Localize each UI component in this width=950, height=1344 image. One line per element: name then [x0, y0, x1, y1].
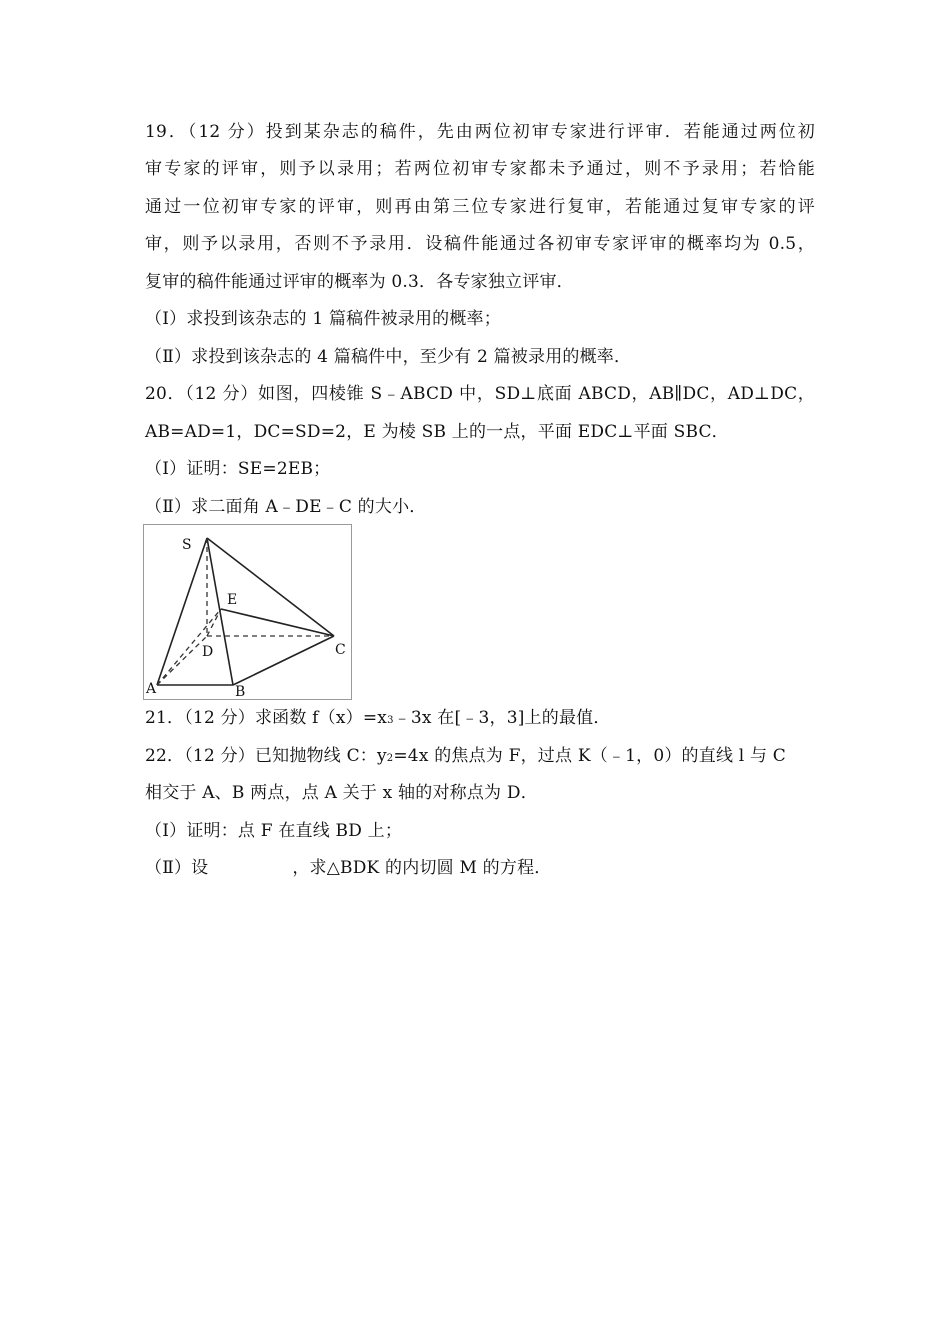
q19-part-1: （Ⅰ）求投到该杂志的 1 篇稿件被录用的概率；	[145, 309, 501, 329]
q22-part-2-suffix: ，求△BDK 的内切圆 M 的方程．	[292, 858, 552, 878]
pyramid-diagram	[144, 525, 351, 699]
edge-SA	[157, 538, 207, 685]
q20-part-2: （Ⅱ）求二面角 A﹣DE﹣C 的大小．	[145, 497, 427, 517]
pyramid-figure	[143, 524, 352, 700]
label-A: A	[146, 681, 157, 697]
q22-part-2-prefix: （Ⅱ）设	[145, 858, 209, 878]
q19-part-2: （Ⅱ）求投到该杂志的 4 篇稿件中，至少有 2 篇被录用的概率．	[145, 347, 632, 367]
q19-line-5: 复审的稿件能通过评审的概率为 0.3．各专家独立评审．	[145, 272, 574, 292]
q20-line-1: 20．（12 分）如图，四棱锥 S﹣ABCD 中，SD⊥底面 ABCD，AB∥DC，AD⊥DC，	[145, 384, 815, 404]
q21-exponent: 3	[387, 715, 394, 726]
q19-line-2: 审专家的评审，则予以录用；若两位初审专家都未予通过，则不予录用；若恰能	[145, 159, 815, 179]
q19-line-3: 通过一位初审专家的评审，则再由第三位专家进行复审，若能通过复审专家的评	[145, 197, 815, 217]
q22-part-1: （Ⅰ）证明：点 F 在直线 BD 上；	[145, 821, 403, 841]
q22-line-2: 相交于 A、B 两点，点 A 关于 x 轴的对称点为 D．	[145, 783, 538, 803]
edge-BC	[233, 636, 334, 685]
q22-line-1-prefix: 22．（12 分）已知抛物线 C：y	[145, 746, 387, 766]
q19-line-1: 19．（12 分）投到某杂志的稿件，先由两位初审专家进行评审．若能通过两位初	[145, 122, 815, 142]
q21-prefix: 21．（12 分）求函数 f（x）=x	[145, 708, 388, 728]
q22-line-1-suffix: =4x 的焦点为 F，过点 K（﹣1，0）的直线 l 与 C	[393, 746, 787, 766]
label-E: E	[227, 592, 238, 608]
q22-part-2	[145, 857, 815, 879]
q21-suffix: ﹣3x 在[﹣3，3]上的最值．	[393, 708, 611, 728]
label-C: C	[335, 642, 346, 658]
q22-line-1	[145, 745, 815, 770]
label-S: S	[182, 537, 192, 553]
q20-line-2: AB=AD=1，DC=SD=2，E 为棱 SB 上的一点，平面 EDC⊥平面 SBC．	[145, 422, 729, 442]
q21-line	[145, 707, 815, 732]
q20-part-1: （Ⅰ）证明：SE=2EB；	[145, 459, 331, 479]
q19-line-4: 审，则予以录用，否则不予录用．设稿件能通过各初审专家评审的概率均为 0.5，	[145, 234, 815, 254]
label-D: D	[202, 644, 214, 660]
q22-exponent: 2	[386, 753, 394, 764]
label-B: B	[235, 684, 246, 699]
